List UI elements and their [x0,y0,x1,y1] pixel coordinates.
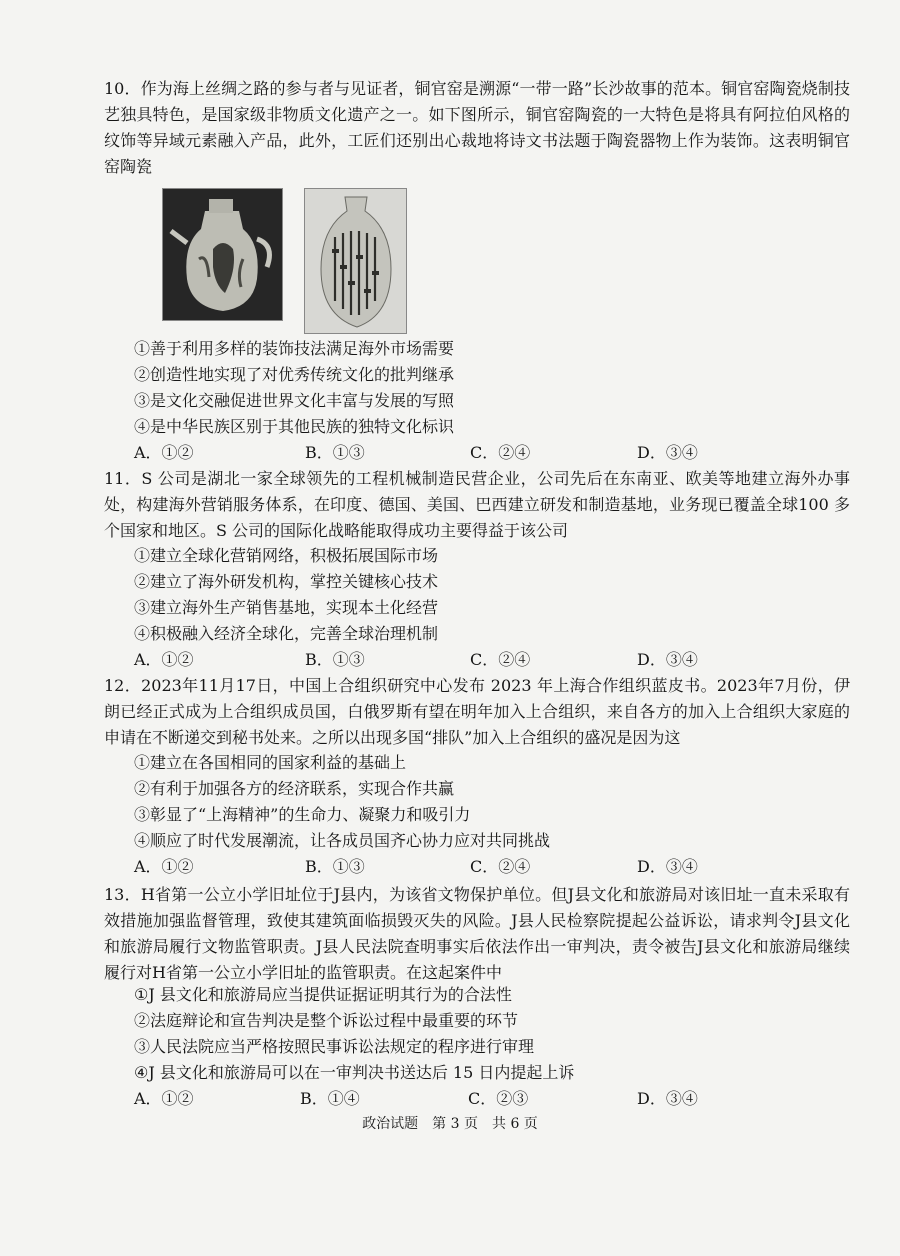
q13-choice-c[interactable]: C．②③ [468,1089,529,1108]
q12-option-2: ②有利于加强各方的经济联系，实现合作共赢 [134,779,455,798]
q10-option-1: ①善于利用多样的装饰技法满足海外市场需要 [134,339,455,358]
q11-option-1: ①建立全球化营销网络，积极拓展国际市场 [134,546,439,565]
vase-illustration [305,189,406,333]
q12-choice-a[interactable]: A．①② [134,857,194,876]
q11-option-4: ④积极融入经济全球化，完善全球治理机制 [134,624,439,643]
q10-choice-d[interactable]: D．③④ [637,443,698,462]
q13-option-2: ②法庭辩论和宣告判决是整个诉讼过程中最重要的环节 [134,1011,519,1030]
q11-option-2: ②建立了海外研发机构，掌控关键核心技术 [134,572,439,591]
q10-option-3: ③是文化交融促进世界文化丰富与发展的写照 [134,391,455,410]
q11-choice-b[interactable]: B．①③ [305,650,365,669]
page-footer: 政治试题 第 3 页 共 6 页 [362,1116,538,1132]
q12-option-3: ③彰显了“上海精神”的生命力、凝聚力和吸引力 [134,805,471,824]
q10-option-4: ④是中华民族区别于其他民族的独特文化标识 [134,417,455,436]
q10-option-2: ②创造性地实现了对优秀传统文化的批判继承 [134,365,455,384]
q12-choice-c[interactable]: C．②④ [470,857,531,876]
question-10-stem: 10．作为海上丝绸之路的参与者与见证者，铜官窑是溯源“一带一路”长沙故事的范本。铜官窑陶瓷烧制技艺独具特色，是国家级非物质文化遗产之一。如下图所示，铜官窑陶瓷的一大特色是将具有阿拉伯风格的纹饰等异域元素融入产品，此外，工匠们还别出心裁地将诗文书法题于陶瓷器物上作为装饰。这表明铜官窑陶瓷 [104,79,850,176]
q13-option-3: ③人民法院应当严格按照民事诉讼法规定的程序进行审理 [134,1037,535,1056]
q10-choice-c[interactable]: C．②④ [470,443,531,462]
q11-option-3: ③建立海外生产销售基地，实现本土化经营 [134,598,439,617]
q13-option-4: ④J 县文化和旅游局可以在一审判决书送达后 15 日内提起上诉 [134,1063,575,1082]
question-13-stem: 13．H省第一公立小学旧址位于J县内，为该省文物保护单位。但J县文化和旅游局对该旧址一直未采取有效措施加强监督管理，致使其建筑面临损毁灭失的风险。J县人民检察院提起公益诉讼，请求判令J县文化和旅游局履行文物监管职责。J县人民法院查明事实后依法作出一审判决，责令被告J县文化和旅游局继续履行对H省第一公立小学旧址的监管职责。在这起案件中 [104,885,850,982]
question-11-stem: 11．S 公司是湖北一家全球领先的工程机械制造民营企业，公司先后在东南亚、欧美等地建立海外办事处，构建海外营销服务体系，在印度、德国、美国、巴西建立研发和制造基地，业务现已覆盖全球100 多个国家和地区。S 公司的国际化战略能取得成功主要得益于该公司 [104,469,850,540]
q13-choice-b[interactable]: B．①④ [300,1089,360,1108]
q13-option-1: ①J 县文化和旅游局应当提供证据证明其行为的合法性 [134,985,512,1004]
ewer-photo [162,188,283,321]
vase-photo [304,188,407,334]
ewer-illustration [163,189,282,320]
q12-option-1: ①建立在各国相同的国家利益的基础上 [134,753,407,772]
q12-option-4: ④顺应了时代发展潮流，让各成员国齐心协力应对共同挑战 [134,831,551,850]
q10-choice-b[interactable]: B．①③ [305,443,365,462]
q11-choice-d[interactable]: D．③④ [637,650,698,669]
q12-choice-d[interactable]: D．③④ [637,857,698,876]
q11-choice-a[interactable]: A．①② [134,650,194,669]
question-12-stem: 12．2023年11月17日，中国上合组织研究中心发布 2023 年上海合作组织蓝皮书。2023年7月份，伊朗已经正式成为上合组织成员国，白俄罗斯有望在明年加入上合组织，来自各方的加入上合组织大家庭的申请在不断递交到秘书处来。之所以出现多国“排队”加入上合组织的盛况是因为这 [104,676,850,747]
q11-choice-c[interactable]: C．②④ [470,650,531,669]
q13-choice-a[interactable]: A．①② [134,1089,194,1108]
q13-choice-d[interactable]: D．③④ [637,1089,698,1108]
q12-choice-b[interactable]: B．①③ [305,857,365,876]
q10-choice-a[interactable]: A．①② [134,443,194,462]
